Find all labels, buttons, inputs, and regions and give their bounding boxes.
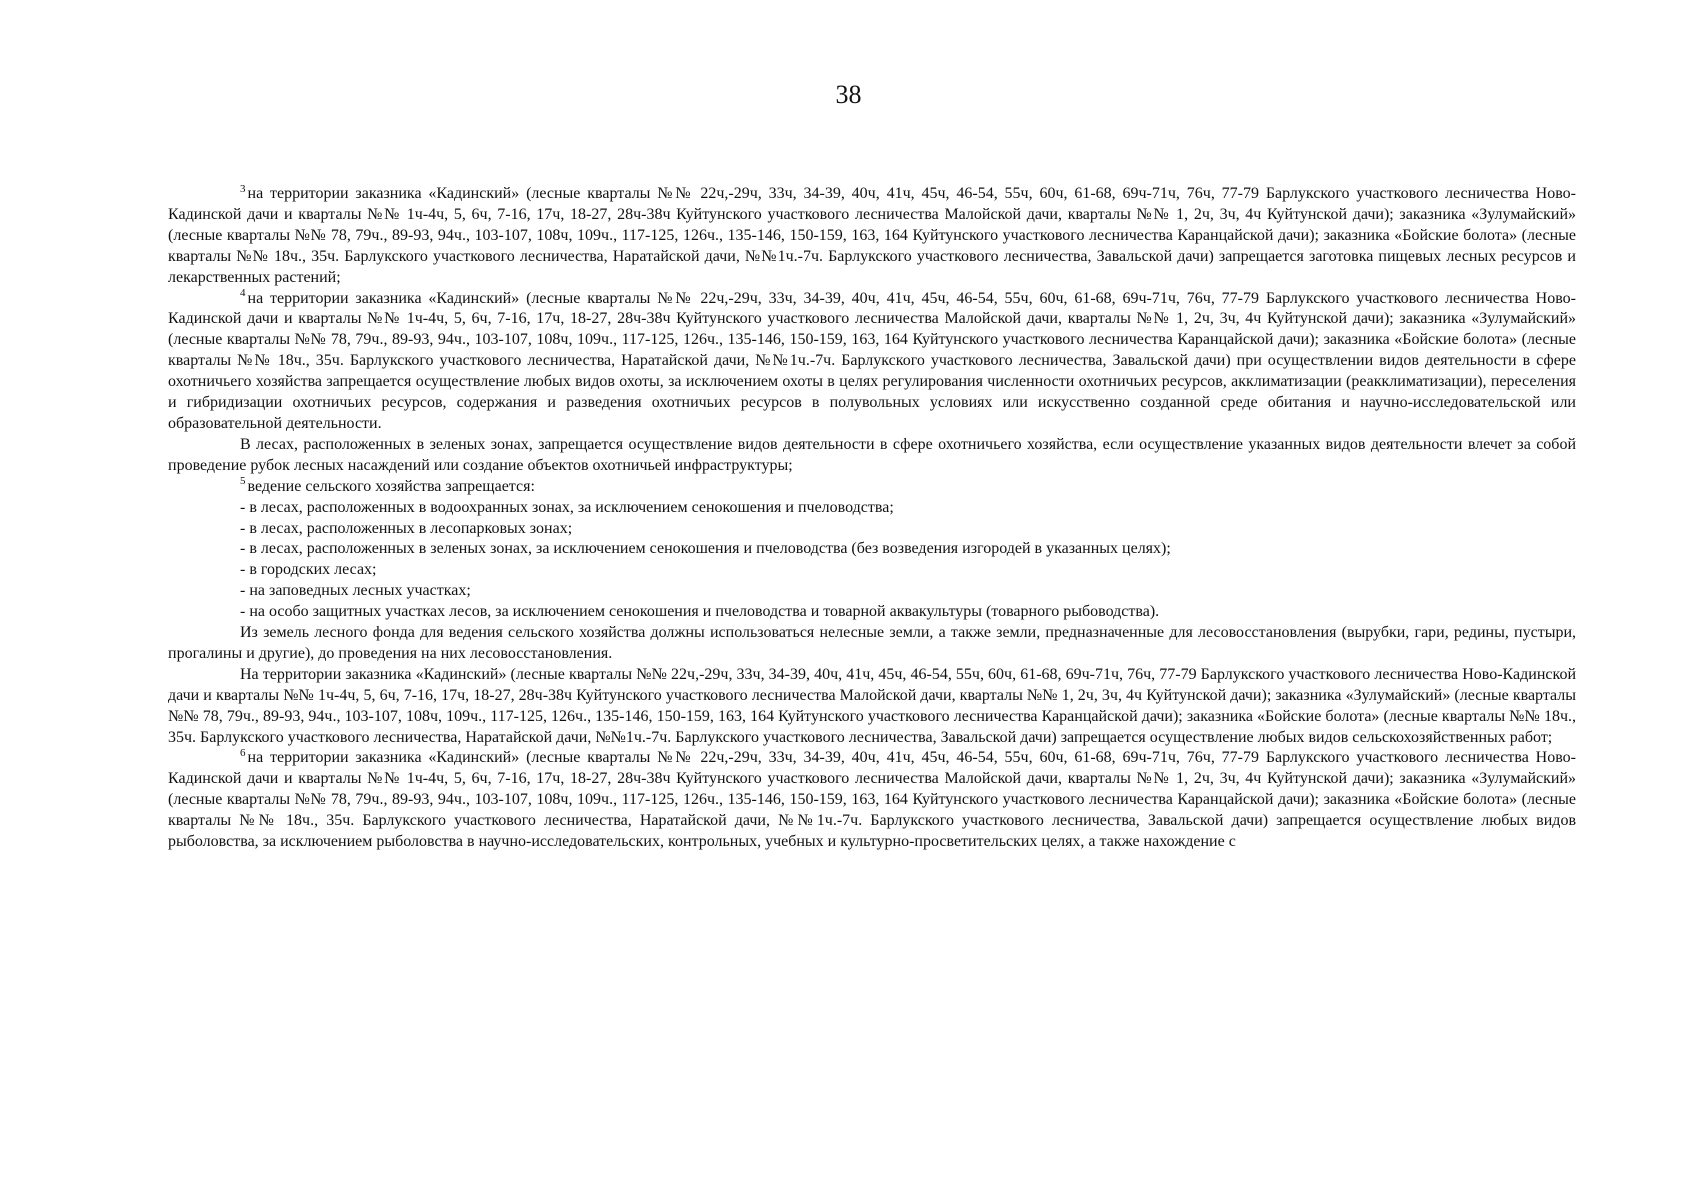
- paragraph-text: на территории заказника «Кадинский» (лесные кварталы №№ 22ч,-29ч, 33ч, 34-39, 40ч, 41ч, 45ч, 46-54, 55ч, 60ч, 61-68, 69ч-71ч, 76ч, 77-79 Барлукского участкового лесничества Ново-Кадинской дачи и кварталы №№ 1ч-4ч, 5, 6ч, 7-16, 17ч, 18-27, 28ч-38ч Куйтунского участкового лесничества Малойской дачи, кварталы №№ 1, 2ч, 3ч, 4ч Куйтунской дачи); заказника «Зулумайский» (лесные кварталы №№ 78, 79ч., 89-93, 94ч., 103-107, 108ч, 109ч., 117-125, 126ч., 135-146, 150-159, 163, 164 Куйтунского участкового лесничества Каранцайской дачи); заказника «Бойские болота» (лесные кварталы №№ 18ч., 35ч. Барлукского участкового лесничества, Наратайской дачи, №№1ч.-7ч. Барлукского участкового лесничества, Завальской дачи) запрещается осуществление любых видов рыболовства, за исключением рыболовства в научно-исследовательских, контрольных, учебных и культурно-просветительских целях, а также нахождение с: [168, 749, 1576, 851]
- list-item: - в лесах, расположенных в водоохранных зонах, за исключением сенокошения и пчеловодства;: [240, 498, 894, 516]
- footnote-paragraph-6: [168, 748, 1576, 853]
- list-item: - на заповедных лесных участках;: [240, 582, 471, 600]
- footnote-marker: 4: [240, 287, 246, 300]
- footnote-paragraph-3: [168, 184, 1576, 289]
- document-body: [168, 184, 1576, 853]
- paragraph-text: На территории заказника «Кадинский» (лесные кварталы №№ 22ч,-29ч, 33ч, 34-39, 40ч, 41ч, 45ч, 46-54, 55ч, 60ч, 61-68, 69ч-71ч, 76ч, 77-79 Барлукского участкового лесничества Ново-Кадинской дачи и кварталы №№ 1ч-4ч, 5, 6ч, 7-16, 17ч, 18-27, 28ч-38ч Куйтунского участкового лесничества Малойской дачи, кварталы №№ 1, 2ч, 3ч, 4ч Куйтунской дачи); заказника «Зулумайский» (лесные кварталы №№ 78, 79ч., 89-93, 94ч., 103-107, 108ч, 109ч., 117-125, 126ч., 135-146, 150-159, 163, 164 Куйтунского участкового лесничества Каранцайской дачи); заказника «Бойские болота» (лесные кварталы №№ 18ч., 35ч. Барлукского участкового лесничества, Наратайской дачи, №№1ч.-7ч. Барлукского участкового лесничества, Завальской дачи) запрещается осуществление любых видов сельскохозяйственных работ;: [168, 665, 1576, 746]
- paragraph-text: Из земель лесного фонда для ведения сельского хозяйства должны использоваться нелесные земли, а также земли, предназначенные для лесовосстановления (вырубки, гари, редины, пустыри, прогалины и другие), до проведения на них лесовосстановления.: [168, 624, 1576, 662]
- paragraph-text: на территории заказника «Кадинский» (лесные кварталы №№ 22ч,-29ч, 33ч, 34-39, 40ч, 41ч, 45ч, 46-54, 55ч, 60ч, 61-68, 69ч-71ч, 76ч, 77-79 Барлукского участкового лесничества Ново-Кадинской дачи и кварталы №№ 1ч-4ч, 5, 6ч, 7-16, 17ч, 18-27, 28ч-38ч Куйтунского участкового лесничества Малойской дачи, кварталы №№ 1, 2ч, 3ч, 4ч Куйтунской дачи); заказника «Зулумайский» (лесные кварталы №№ 78, 79ч., 89-93, 94ч., 103-107, 108ч, 109ч., 117-125, 126ч., 135-146, 150-159, 163, 164 Куйтунского участкового лесничества Каранцайской дачи); заказника «Бойские болота» (лесные кварталы №№ 18ч., 35ч. Барлукского участкового лесничества, Наратайской дачи, №№1ч.-7ч. Барлукского участкового лесничества, Завальской дачи) при осуществлении видов деятельности в сфере охотничьего хозяйства запрещается осуществление любых видов охоты, за исключением охоты в целях регулирования численности охотничьих ресурсов, акклиматизации (реакклиматизации), переселения и гибридизации охотничьих ресурсов, содержания и разведения охотничьих ресурсов в полувольных условиях или искусственно созданной среде обитания и научно-исследовательской или образовательной деятельности.: [168, 289, 1576, 432]
- list-item: - в городских лесах;: [240, 561, 377, 579]
- paragraph-text: на территории заказника «Кадинский» (лесные кварталы №№ 22ч,-29ч, 33ч, 34-39, 40ч, 41ч, 45ч, 46-54, 55ч, 60ч, 61-68, 69ч-71ч, 76ч, 77-79 Барлукского участкового лесничества Ново-Кадинской дачи и кварталы №№ 1ч-4ч, 5, 6ч, 7-16, 17ч, 18-27, 28ч-38ч Куйтунского участкового лесничества Малойской дачи, кварталы №№ 1, 2ч, 3ч, 4ч Куйтунской дачи); заказника «Зулумайский» (лесные кварталы №№ 78, 79ч., 89-93, 94ч., 103-107, 108ч, 109ч., 117-125, 126ч., 135-146, 150-159, 163, 164 Куйтунского участкового лесничества Каранцайской дачи); заказника «Бойские болота» (лесные кварталы №№ 18ч., 35ч. Барлукского участкового лесничества, Наратайской дачи, №№1ч.-7ч. Барлукского участкового лесничества, Завальской дачи) запрещается заготовка пищевых лесных ресурсов и лекарственных растений;: [168, 185, 1576, 286]
- footnote-marker: 5: [240, 475, 246, 488]
- paragraph-land-use: [168, 623, 1576, 665]
- footnote-marker: 3: [240, 182, 246, 195]
- paragraph-green-zones: [168, 435, 1576, 477]
- list-item: - в лесах, расположенных в зеленых зонах, за исключением сенокошения и пчеловодства (без возведения изгородей в указанных целях);: [240, 540, 1171, 558]
- footnote-paragraph-5: [168, 477, 1576, 498]
- footnote-marker: 6: [240, 747, 246, 760]
- paragraph-agriculture-ban: [168, 665, 1576, 749]
- paragraph-text: В лесах, расположенных в зеленых зонах, запрещается осуществление видов деятельности в сфере охотничьего хозяйства, если осуществление указанных видов деятельности влечет за собой проведение рубок лесных насаждений или создание объектов охотничьей инфраструктуры;: [168, 435, 1576, 474]
- paragraph-text: ведение сельского хозяйства запрещается:: [247, 477, 535, 495]
- list-item: - на особо защитных участках лесов, за исключением сенокошения и пчеловодства и товарной аквакультуры (товарного рыбоводства).: [240, 603, 1160, 621]
- footnote-paragraph-4: [168, 289, 1576, 435]
- page-number: 38: [835, 80, 862, 109]
- list-item: - в лесах, расположенных в лесопарковых зонах;: [240, 519, 573, 537]
